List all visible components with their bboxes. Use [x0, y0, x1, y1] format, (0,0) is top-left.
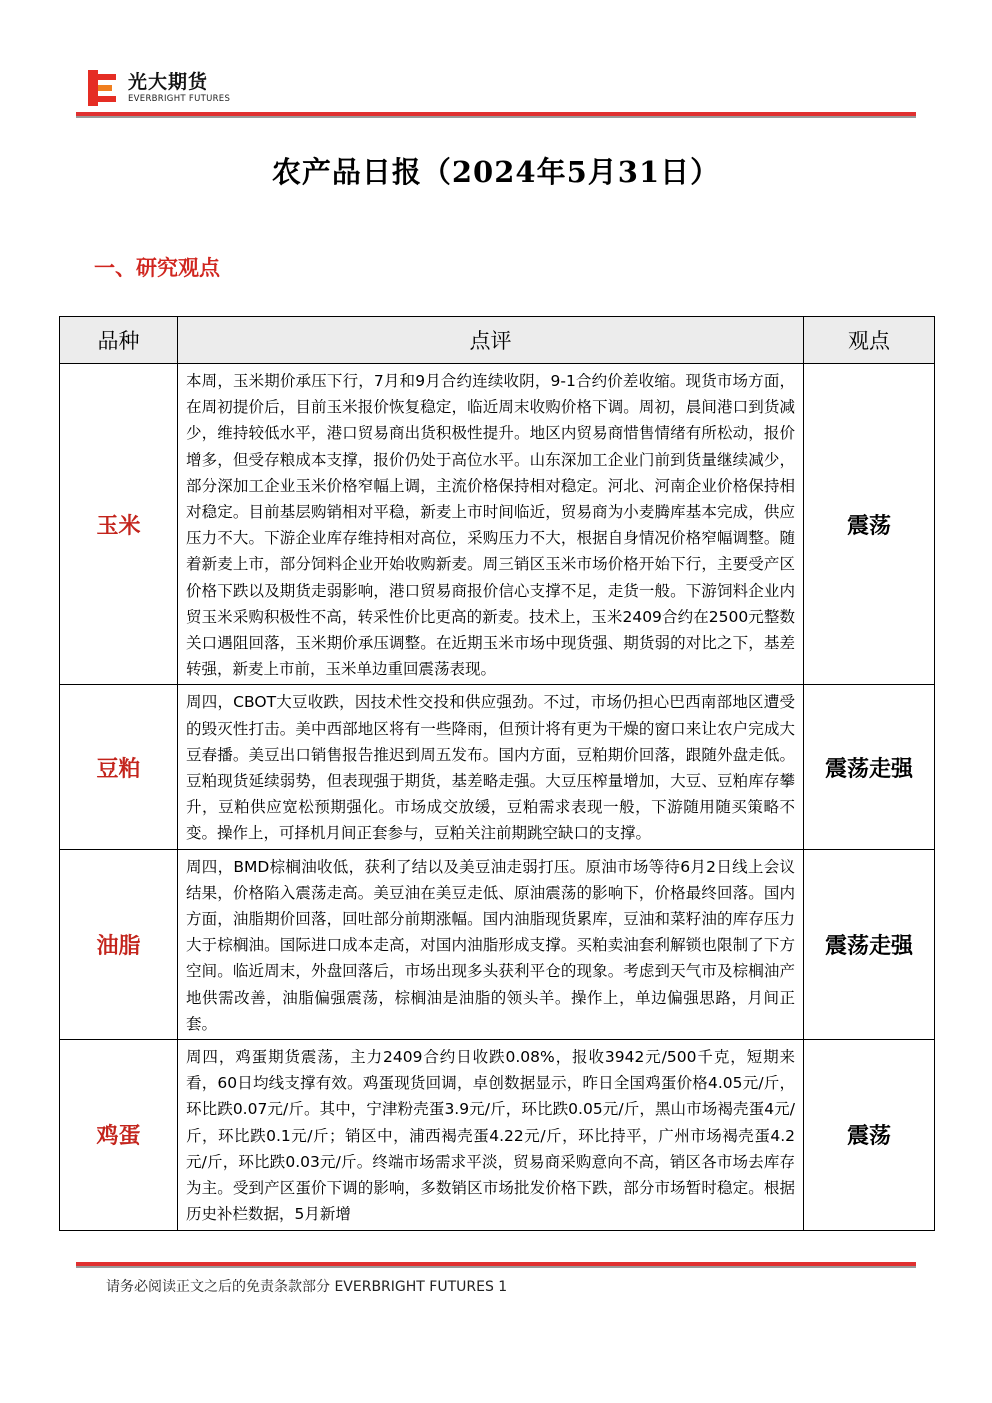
logo-name-cn: 光大期货 [128, 70, 209, 93]
logo-name-en: EVERBRIGHT FUTURES [128, 93, 231, 104]
table-header-row [60, 317, 935, 364]
logo-mark-icon [88, 70, 118, 106]
footer-rule [76, 1262, 916, 1268]
row-kind: 豆粕 [60, 685, 178, 849]
company-logo [88, 70, 230, 106]
table-row [60, 849, 935, 1039]
header-kind: 品种 [60, 317, 178, 364]
section-heading: 一、研究观点 [94, 255, 220, 280]
header-comment: 点评 [178, 317, 804, 364]
header-rule [76, 112, 916, 118]
header-view: 观点 [804, 317, 935, 364]
row-view: 震荡走强 [804, 849, 935, 1039]
row-view: 震荡 [804, 364, 935, 685]
table-row [60, 685, 935, 849]
footer-disclaimer: 请务必阅读正文之后的免责条款部分 EVERBRIGHT FUTURES 1 [106, 1279, 508, 1295]
row-kind: 油脂 [60, 849, 178, 1039]
row-comment: 周四，CBOT大豆收跌，因技术性交投和供应强劲。不过，市场仍担心巴西南部地区遭受的毁灭性打击。美中西部地区将有一些降雨，但预计将有更为干燥的窗口来让农户完成大豆春播。美豆出口销售报告推迟到周五发布。国内方面，豆粕期价回落，跟随外盘走低。豆粕现货延续弱势，但表现强于期货，基差略走强。大豆压榨量增加，大豆、豆粕库存攀升，豆粕供应宽松预期强化。市场成交放缓，豆粕需求表现一般，下游随用随买策略不变。操作上，可择机月间正套参与，豆粕关注前期跳空缺口的支撑。 [178, 685, 804, 849]
research-table [59, 316, 935, 1231]
row-kind: 鸡蛋 [60, 1040, 178, 1230]
table-row [60, 1040, 935, 1230]
table-row [60, 364, 935, 685]
row-view: 震荡走强 [804, 685, 935, 849]
page-title: 农产品日报（2024年5月31日） [271, 155, 721, 189]
row-comment: 周四，鸡蛋期货震荡，主力2409合约日收跌0.08%，报收3942元/500千克，短期来看，60日均线支撑有效。鸡蛋现货回调，卓创数据显示，昨日全国鸡蛋价格4.05元/斤，环比跌0.07元/斤。其中，宁津粉壳蛋3.9元/斤，环比跌0.05元/斤，黑山市场褐壳蛋4元/斤，环比跌0.1元/斤；销区中，浦西褐壳蛋4.22元/斤，环比持平，广州市场褐壳蛋4.2元/斤，环比跌0.03元/斤。终端市场需求平淡，贸易商采购意向不高，销区各市场去库存为主。受到产区蛋价下调的影响，多数销区市场批发价格下跌，部分市场暂时稳定。根据历史补栏数据，5月新增 [178, 1040, 804, 1230]
row-comment: 本周，玉米期价承压下行，7月和9月合约连续收阴，9-1合约价差收缩。现货市场方面，在周初提价后，目前玉米报价恢复稳定，临近周末收购价格下调。周初，晨间港口到货减少，维持较低水平，港口贸易商出货积极性提升。地区内贸易商惜售情绪有所松动，报价增多，但受存粮成本支撑，报价仍处于高位水平。山东深加工企业门前到货量继续减少，部分深加工企业玉米价格窄幅上调，主流价格保持相对稳定。河北、河南企业价格保持相对稳定。目前基层购销相对平稳，新麦上市时间临近，贸易商为小麦腾库基本完成，供应压力不大。下游企业库存维持相对高位，采购压力不大，根据自身情况价格窄幅调整。随着新麦上市，部分饲料企业开始收购新麦。周三销区玉米市场价格开始下行，主要受产区价格下跌以及期货走弱影响，港口贸易商报价信心支撑不足，走货一般。下游饲料企业内贸玉米采购积极性不高，转采性价比更高的新麦。技术上，玉米2409合约在2500元整数关口遇阻回落，玉米期价承压调整。在近期玉米市场中现货强、期货弱的对比之下，基差转强，新麦上市前，玉米单边重回震荡表现。 [178, 364, 804, 685]
row-kind: 玉米 [60, 364, 178, 685]
row-view: 震荡 [804, 1040, 935, 1230]
row-comment: 周四，BMD棕榈油收低，获利了结以及美豆油走弱打压。原油市场等待6月2日线上会议结果，价格陷入震荡走高。美豆油在美豆走低、原油震荡的影响下，价格最终回落。国内方面，油脂期价回落，回吐部分前期涨幅。国内油脂现货累库，豆油和菜籽油的库存压力大于棕榈油。国际进口成本走高，对国内油脂形成支撑。买粕卖油套利解锁也限制了下方空间。临近周末，外盘回落后，市场出现多头获利平仓的现象。考虑到天气市及棕榈油产地供需改善，油脂偏强震荡，棕榈油是油脂的领头羊。操作上，单边偏强思路，月间正套。 [178, 849, 804, 1039]
